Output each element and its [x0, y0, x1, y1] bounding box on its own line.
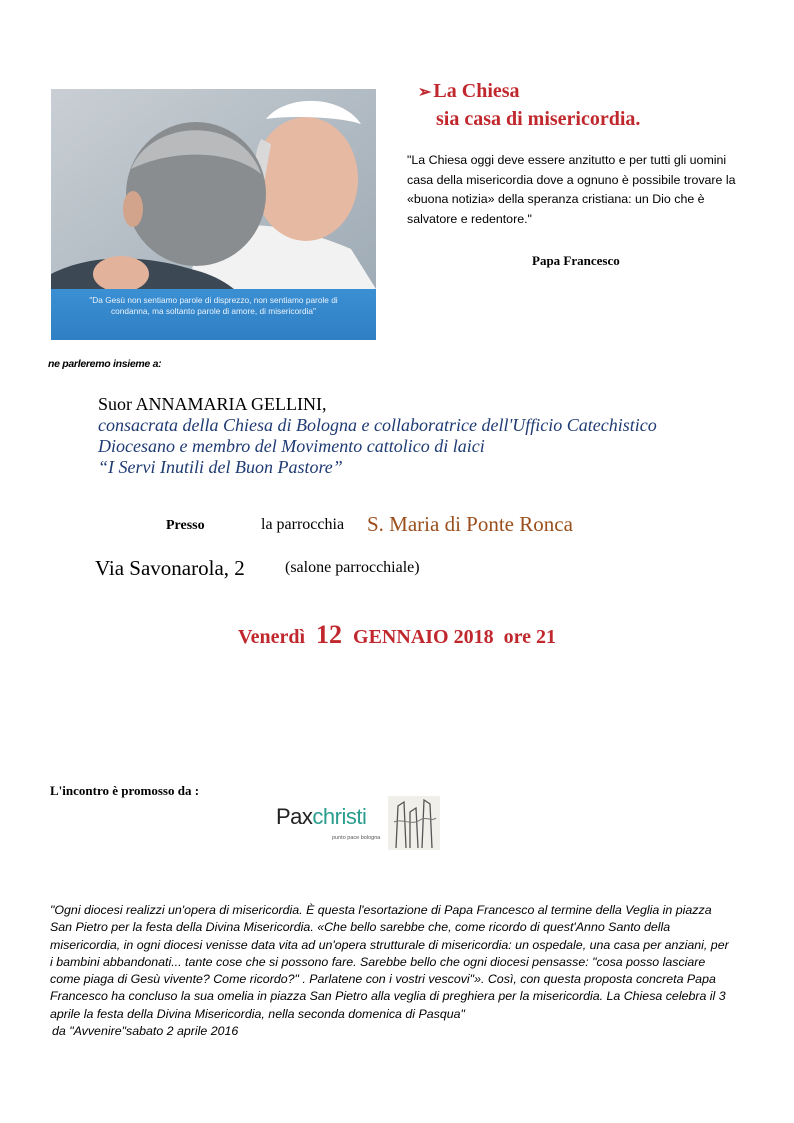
pax-christi-logo [274, 792, 442, 854]
pope-embrace-photo [51, 89, 376, 340]
date-time: ore 21 [503, 626, 557, 648]
speaker-name: Suor ANNAMARIA GELLINI, [98, 394, 327, 414]
promoter-label: L'incontro è promosso da : [50, 783, 200, 798]
quote-author: Papa Francesco [532, 253, 620, 268]
sketch-icon [386, 792, 442, 854]
intro-text: ne parleremo insieme a: [48, 358, 162, 370]
presso-label: Presso [166, 518, 205, 533]
pope-quote: "La Chiesa oggi deve essere anzitutto e per tutti gli uomini casa della misericordia dove a ognuno è possibile trovare la «buona notizia» della speranza cristiana: un Dio che è salvatore e redentore." [407, 153, 736, 226]
address: Via Savonarola, 2 [95, 556, 245, 580]
date-month-year: GENNAIO 2018 [353, 626, 494, 648]
venue-row [0, 512, 794, 542]
speaker-desc-1: consacrata della Chiesa di Bologna e collaboratrice dell'Ufficio Catechistico [98, 415, 657, 435]
speaker-block [98, 394, 657, 478]
date-day: 12 [316, 620, 343, 649]
address-row [0, 556, 794, 586]
speaker-desc-3: “I Servi Inutili del Buon Pastore” [98, 457, 343, 477]
address-note: (salone parrocchiale) [285, 559, 420, 576]
parish-name: S. Maria di Ponte Ronca [367, 512, 573, 536]
heading-line-2: sia casa di misericordia. [436, 108, 641, 130]
photo-caption: "Da Gesù non sentiamo parole di disprezzo, non sentiamo parole di condanna, ma soltanto parole di amore, di misericordia" [51, 289, 376, 340]
speaker-desc-2: Diocesano e membro del Movimento cattolico di laici [98, 436, 485, 456]
heading-line-1: La Chiesa [433, 80, 520, 102]
event-date [0, 620, 794, 650]
excerpt-source: da "Avvenire"sabato 2 aprile 2016 [52, 1024, 239, 1039]
event-heading [418, 78, 640, 132]
date-weekday: Venerdì [237, 626, 306, 648]
avvenire-excerpt [50, 902, 730, 1040]
logo-subtitle: punto pace bologna [332, 835, 381, 841]
excerpt-text: "Ogni diocesi realizzi un'opera di misericordia. È questa l'esortazione di Papa Francesco al termine della Veglia in piazza San Pietro per la festa della Divina Misericordia. «Che bello sarebbe che, come ricordo di quest'Anno Santo della misericordia, in ogni diocesi venisse data vita ad un'opera strutturale di misericordia: un ospedale, una casa per anziani, per i bambini abbandonati... tante cose che si possono fare. Sarebbe bello che ogni diocesi pensasse: "cosa posso lasciare come piaga di Gesù vivente? Come ricordo?" . Parlatene con i vostri vescovi"». Così, con questa proposta concreta Papa Francesco ha concluso la sua omelia in piazza San Pietro alla veglia di preghiera per la misericordia. La Chiesa celebra il 3 aprile la festa della Divina Misericordia, nella seconda domenica di Pasqua" [50, 903, 729, 1021]
parish-prefix: la parrocchia [261, 516, 345, 533]
arrow-bullet-icon: ➢ [418, 84, 432, 101]
logo-wordmark: Paxchristi [276, 804, 367, 829]
